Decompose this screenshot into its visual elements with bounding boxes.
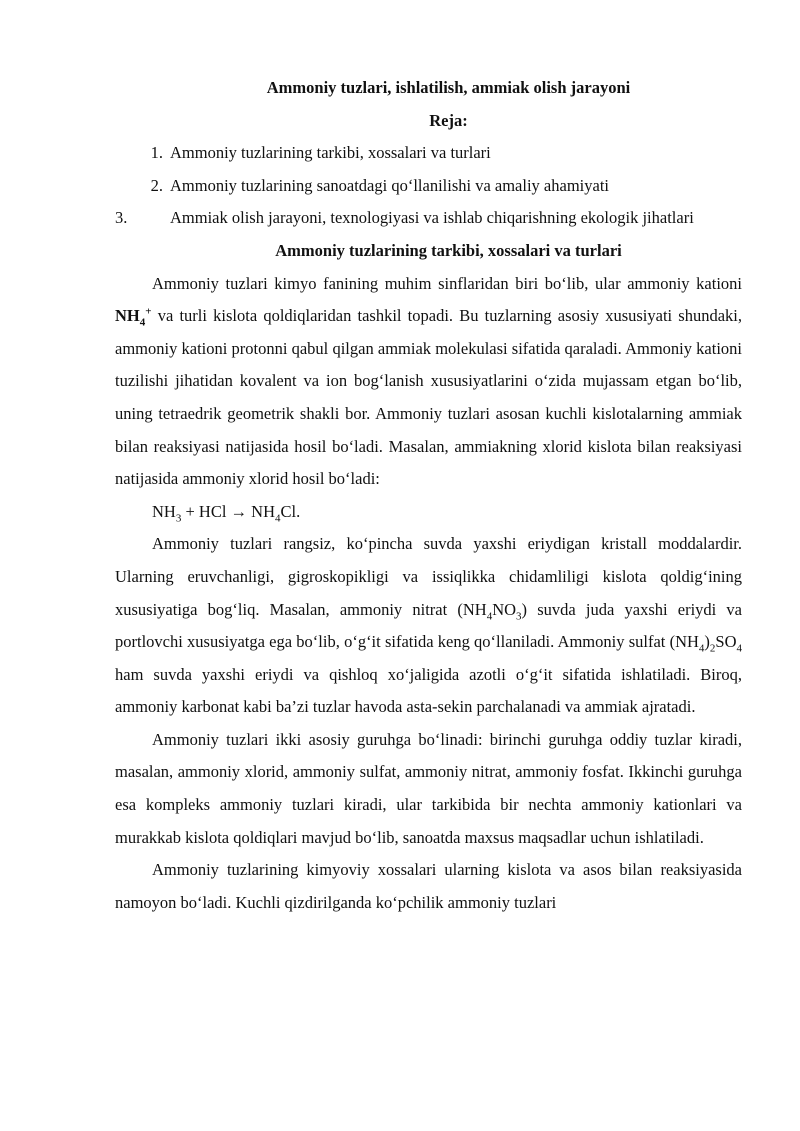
plan-item: [115, 202, 742, 235]
paragraph-1: [115, 268, 742, 496]
plan-heading: Reja:: [429, 110, 468, 130]
plan-item-text: Ammiak olish jarayoni, texnologiyasi va ishlab chiqarishning ekologik jihatlari: [170, 208, 694, 228]
document-title: Ammoniy tuzlari, ishlatilish, ammiak olish jarayoni: [266, 78, 631, 97]
paragraph-text: Ammoniy tuzlari rangsiz, ko‘pincha suvda yaxshi eriydigan kristall moddalardir. Ularning eruvchanligi, gigroskopikligi va issiqlikka chidamliligi kislota qoldig‘ining xususiyatiga bog‘liq. Masalan, ammoniy nitrat (NH: [115, 534, 742, 619]
plan-item-text: Ammoniy tuzlarining tarkibi, xossalari va turlari: [170, 143, 491, 163]
formula-subscript: 4: [736, 642, 742, 655]
plan-item-number: 2.: [150, 175, 163, 195]
ion-symbol: NH: [115, 306, 140, 326]
reaction-formula: [115, 496, 742, 529]
paragraph-3: Ammoniy tuzlari ikki asosiy guruhga bo‘linadi: birinchi guruhga oddiy tuzlar kiradi, masalan, ammoniy xlorid, ammoniy sulfat, ammoniy nitrat, ammoniy fosfat. Ikkinchi guruhga esa kompleks ammoniy tuzlari kiradi, ular tarkibida bir nechta ammoniy kationlari va murakkab kislota qoldiqlari mavjud bo‘lib, sanoatda maxsus maqsadlar uchun ishlatiladi.: [115, 729, 742, 847]
paragraph-text: ham suvda yaxshi eriydi va qishloq xo‘jaligida azotli o‘g‘it sifatida ishlatiladi. Biroq, ammoniy karbonat kabi ba’zi tuzlar havoda asta-sekin parchalanadi va ammiak ajratadi.: [115, 664, 742, 717]
paragraph-text: ) suvda juda yaxshi eriydi va portlovchi xususiyatga ega bo‘lib, o‘g‘it sifatida keng qo‘llaniladi. Ammoniy sulfat (NH: [115, 599, 742, 652]
formula-subscript: 3: [516, 609, 522, 622]
paragraph-text: ): [704, 632, 710, 652]
formula-part: NH: [152, 501, 176, 521]
paragraph-text: va turli kislota qoldiqlaridan tashkil topadi. Bu tuzlarning asosiy xususiyati shundaki, ammoniy kationi protonni qabul qilgan ammiak molekulasi sifatida qaraladi. Ammoniy kationi tuzilishi jihatidan kovalent va ion bog‘lanish xususiyatlarini o‘zida mujassam etgan bo‘lib, uning tetraedrik geometrik shakli bor. Ammoniy tuzlari asosan kuchli kislotalarning ammiak bilan reaksiyasi natijasida hosil bo‘ladi. Masalan, ammiakning xlorid kislota bilan reaksiyasi natijasida ammoniy xlorid hosil bo‘ladi:: [115, 306, 742, 489]
plan-item-text: Ammoniy tuzlarining sanoatdagi qo‘llanilishi va amaliy ahamiyati: [170, 175, 609, 195]
paragraph-text: Ammoniy tuzlari kimyo fanining muhim sinflaridan biri bo‘lib, ular ammoniy kationi: [152, 273, 742, 293]
formula-subscript: 4: [275, 512, 281, 525]
document-page: [115, 72, 742, 919]
formula-part: + HCl → NH: [181, 501, 275, 521]
paragraph-text: SO: [715, 632, 737, 652]
formula-subscript: 2: [709, 642, 716, 655]
plan-item: [115, 137, 742, 170]
ammonium-ion: [115, 305, 152, 329]
section-title: Ammoniy tuzlarining tarkibi, xossalari va turlari: [275, 240, 622, 260]
plan-item-number: 1.: [150, 143, 163, 163]
paragraph-2: [115, 528, 742, 724]
ion-subscript: 4: [139, 316, 146, 329]
formula-subscript: 4: [486, 609, 493, 622]
paragraph-4: Ammoniy tuzlarining kimyoviy xossalari ularning kislota va asos bilan reaksiyasida namoyon bo‘ladi. Kuchli qizdirilganda ko‘pchilik ammoniy tuzlari: [115, 860, 742, 912]
formula-part: Cl.: [280, 501, 301, 521]
formula-subscript: 4: [698, 642, 705, 655]
formula-subscript: 3: [175, 512, 182, 525]
paragraph-text: NO: [492, 599, 517, 619]
plan-item: [115, 170, 742, 203]
ion-charge: +: [145, 305, 152, 318]
plan-list: [115, 137, 742, 235]
plan-item-number: 3.: [115, 208, 128, 228]
